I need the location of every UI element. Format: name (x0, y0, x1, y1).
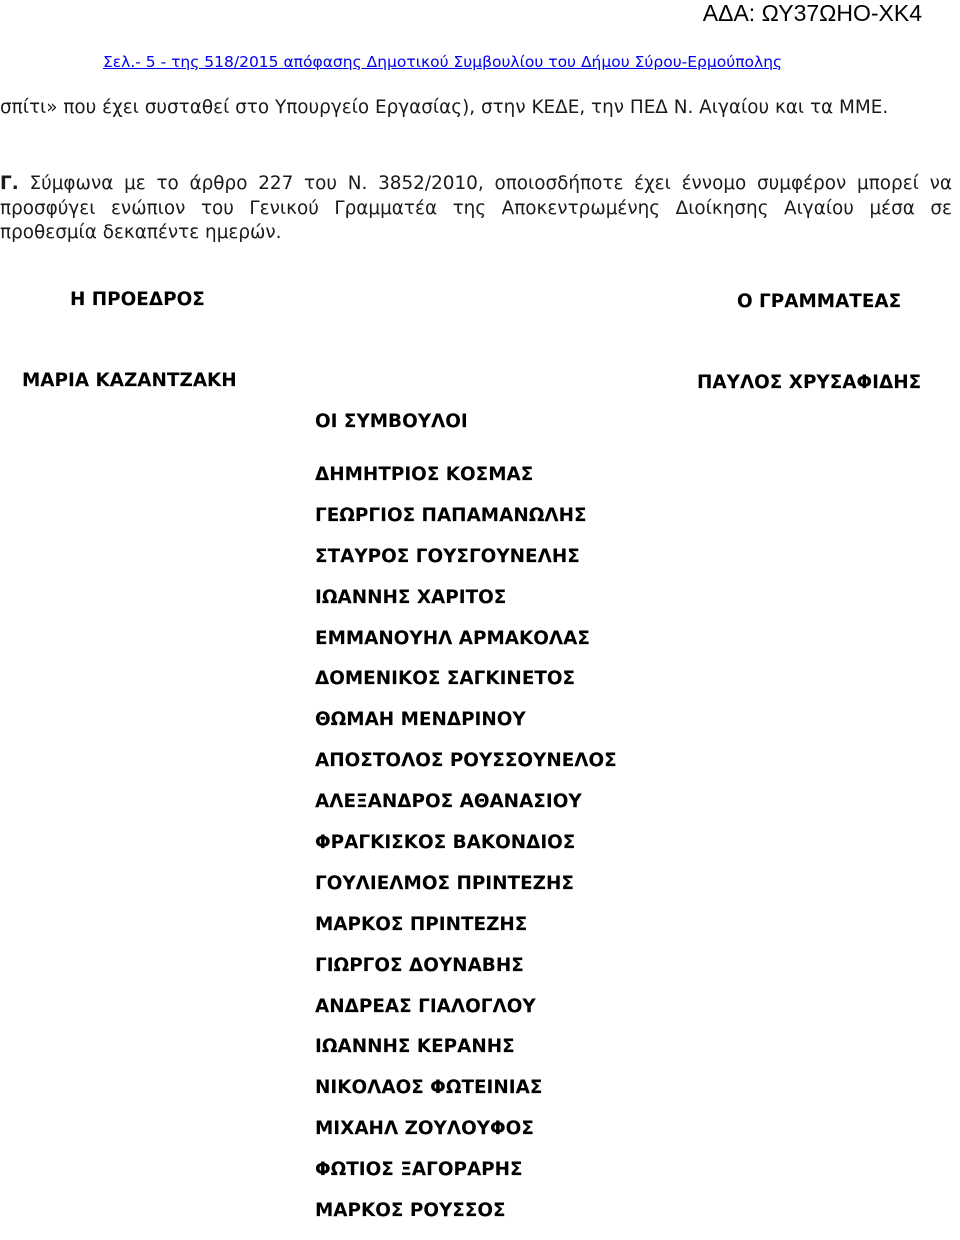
councillor-name: ΙΩΑΝΝΗΣ ΚΕΡΑΝΗΣ (315, 1036, 515, 1058)
paragraph-1: σπίτι» που έχει συσταθεί στο Υπουργείο Εργασίας), στην ΚΕΔΕ, την ΠΕΔ Ν. Αιγαίου και τα ΜΜΕ. (0, 97, 889, 118)
councillor-name: ΣΤΑΥΡΟΣ ΓΟΥΣΓΟΥΝΕΛΗΣ (315, 545, 580, 567)
councillor-name: ΓΕΩΡΓΙΟΣ ΠΑΠΑΜΑΝΩΛΗΣ (315, 504, 587, 526)
councillor-name: ΑΠΟΣΤΟΛΟΣ ΡΟΥΣΣΟΥΝΕΛΟΣ (315, 750, 617, 772)
councillor-name: ΙΩΑΝΝΗΣ ΧΑΡΙΤΟΣ (315, 586, 507, 608)
paragraph-2-marker: Γ. (0, 173, 19, 194)
councillor-name: ΕΜΜΑΝΟΥΗΛ ΑΡΜΑΚΟΛΑΣ (315, 627, 590, 649)
councillor-name: ΑΛΕΞΑΝΔΡΟΣ ΑΘΑΝΑΣΙΟΥ (315, 791, 582, 813)
councillor-name: ΓΟΥΛΙΕΛΜΟΣ ΠΡΙΝΤΕΖΗΣ (315, 872, 574, 894)
councillor-name: ΔΗΜΗΤΡΙΟΣ ΚΟΣΜΑΣ (315, 464, 534, 485)
councillor-name: ΜΙΧΑΗΛ ΖΟΥΛΟΥΦΟΣ (315, 1118, 534, 1140)
president-title: Η ΠΡΟΕΔΡΟΣ (70, 289, 205, 310)
secretary-name: ΠΑΥΛΟΣ ΧΡΥΣΑΦΙΔΗΣ (697, 372, 922, 393)
councillor-name: ΝΙΚΟΛΑΟΣ ΦΩΤΕΙΝΙΑΣ (315, 1077, 543, 1099)
ada-code: ΑΔΑ: ΩΥ37ΩΗΟ-ΧΚ4 (702, 0, 922, 26)
councillors-title: ΟΙ ΣΥΜΒΟΥΛΟΙ (315, 411, 468, 432)
councillor-name: ΜΑΡΚΟΣ ΡΟΥΣΣΟΣ (315, 1200, 506, 1222)
paragraph-2 (0, 172, 952, 246)
page-reference-link[interactable]: Σελ.- 5 - της 518/2015 απόφασης Δημοτικού Συμβουλίου του Δήμου Σύρου-Ερμούπολης (103, 53, 783, 71)
secretary-title: Ο ΓΡΑΜΜΑΤΕΑΣ (737, 291, 902, 312)
councillor-name: ΑΝΔΡΕΑΣ ΓΙΑΛΟΓΛΟΥ (315, 995, 536, 1017)
councillors-list (315, 463, 617, 1240)
councillor-name: ΘΩΜΑΗ ΜΕΝΔΡΙΝΟΥ (315, 709, 526, 731)
councillor-name: ΦΡΑΓΚΙΣΚΟΣ ΒΑΚΟΝΔΙΟΣ (315, 832, 576, 854)
councillor-name: ΜΑΡΚΟΣ ΠΡΙΝΤΕΖΗΣ (315, 913, 528, 935)
councillor-name: ΔΟΜΕΝΙΚΟΣ ΣΑΓΚΙΝΕΤΟΣ (315, 668, 576, 690)
president-name: ΜΑΡΙΑ ΚΑΖΑΝΤΖΑΚΗ (22, 370, 237, 391)
paragraph-2-text: Σύμφωνα με το άρθρο 227 του Ν. 3852/2010, οποιοσδήποτε έχει έννομο συμφέρον μπορεί να προσφύγει ενώπιον του Γενικού Γραμματέα της Αποκεντρωμένης Διοίκησης Αιγαίου μέσα σε προθεσμία δεκαπέντε ημερών. (0, 173, 952, 243)
councillor-name: ΓΙΩΡΓΟΣ ΔΟΥΝΑΒΗΣ (315, 954, 524, 976)
councillor-name: ΦΩΤΙΟΣ ΞΑΓΟΡΑΡΗΣ (315, 1159, 523, 1181)
